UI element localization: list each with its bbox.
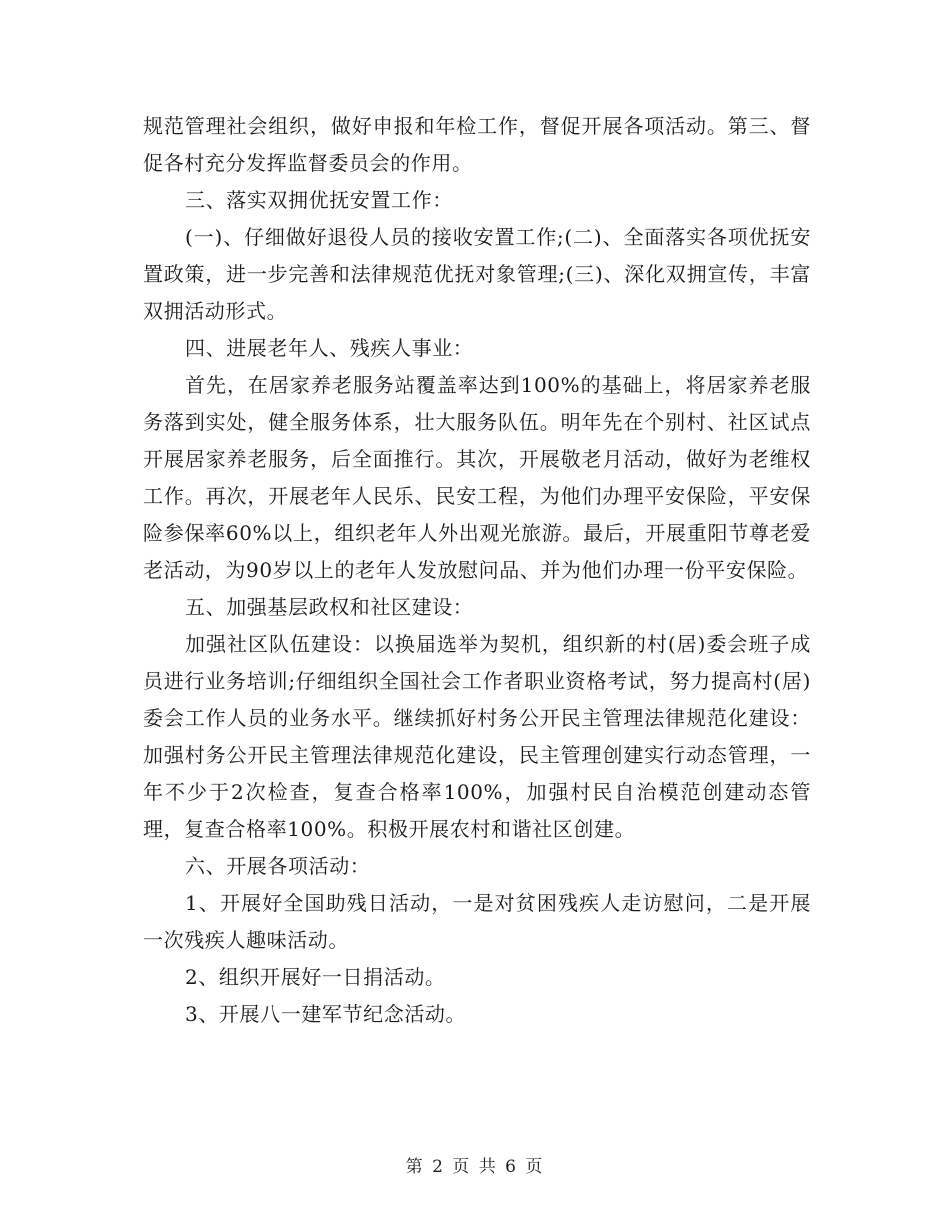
section-heading-4: 四、进展老年人、残疾人事业： [185, 336, 474, 360]
list-item-1: 1、开展好全国助残日活动，一是对贫困残疾人走访慰问，二是开展一次残疾人趣味活动。 [143, 891, 811, 952]
section-heading-6: 六、开展各项活动： [185, 854, 371, 878]
list-item-3: 3、开展八一建军节纪念活动。 [185, 1002, 467, 1026]
paragraph-3: (一)、仔细做好退役人员的接收安置工作;(二)、全面落实各项优抚安置政策，进一步完善和法律规范优抚对象管理;(三)、深化双拥宣传，丰富双拥活动形式。 [143, 225, 811, 323]
page-number-footer: 第 2 页 共 6 页 [405, 1157, 545, 1177]
paragraph-1: 规范管理社会组织，做好申报和年检工作，督促开展各项活动。第三、督促各村充分发挥监督委员会的作用。 [143, 114, 811, 175]
paragraph-5: 首先，在居家养老服务站覆盖率达到100%的基础上，将居家养老服务落到实处，健全服务体系，壮大服务队伍。明年先在个别村、社区试点开展居家养老服务，后全面推行。其次，开展敬老月活动，做好为老维权工作。再次，开展老年人民乐、民安工程，为他们办理平安保险，平安保险参保率60%以上，组织老年人外出观光旅游。最后，开展重阳节尊老爱老活动，为90岁以上的老年人发放慰问品、并为他们办理一份平安保险。 [143, 373, 811, 582]
section-heading-3: 三、落实双拥优抚安置工作： [185, 188, 453, 212]
section-heading-5: 五、加强基层政权和社区建设： [185, 595, 474, 619]
list-item-2: 2、组织开展好一日捐活动。 [185, 965, 446, 989]
paragraph-7: 加强社区队伍建设：以换届选举为契机，组织新的村(居)委会班子成员进行业务培训;仔细组织全国社会工作者职业资格考试，努力提高村(居)委会工作人员的业务水平。继续抓好村务公开民主管理法律规范化建设：加强村务公开民主管理法律规范化建设，民主管理创建实行动态管理，一年不少于2次检查，复查合格率100%，加强村民自治模范创建动态管理，复查合格率100%。积极开展农村和谐社区创建。 [143, 632, 811, 841]
document-body [143, 108, 811, 1033]
